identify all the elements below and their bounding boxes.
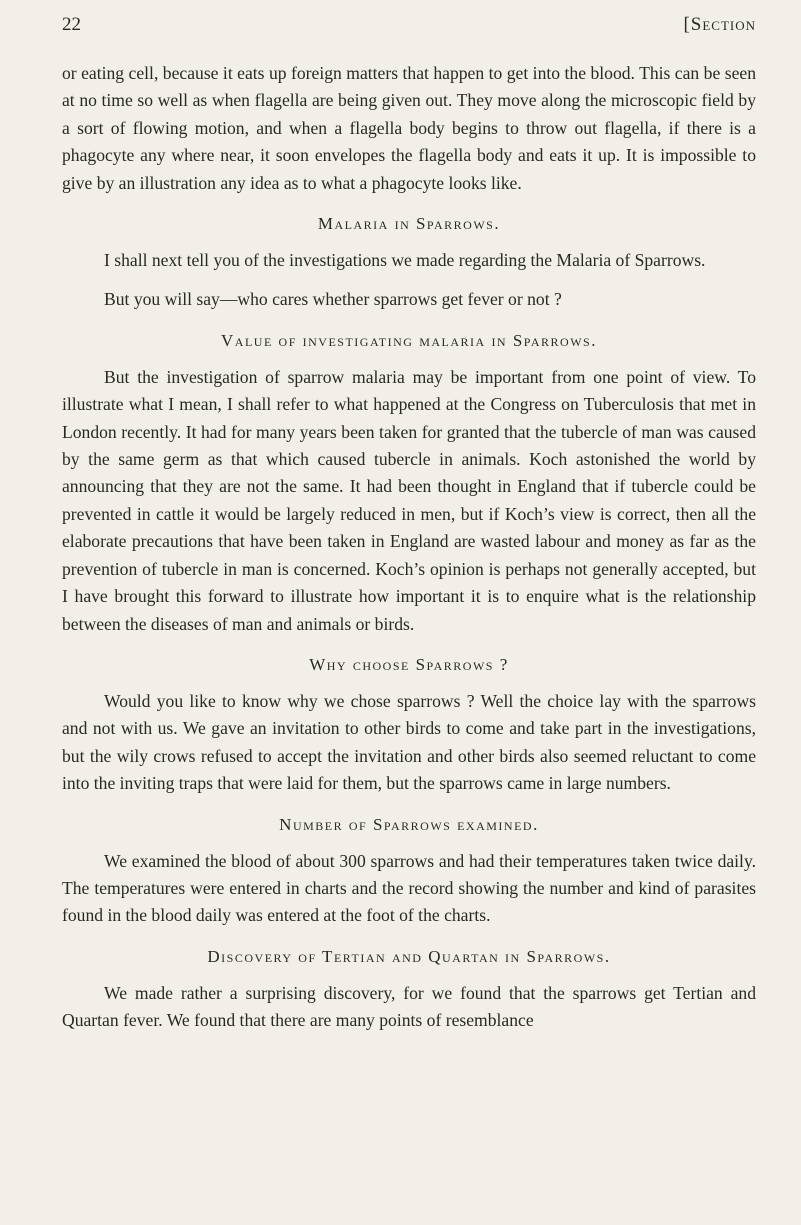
paragraph-investigations: I shall next tell you of the investigations we made regarding the Malaria of Sparrows. <box>104 250 706 271</box>
section-label: [Section <box>683 14 756 35</box>
paragraph-tuberculosis: But the investigation of sparrow malaria may be important from one point of view. To illustrate what I mean, I shall refer to what happened at the Congress on Tuberculosis that met in London recently. It had for many years been taken for granted that the tubercle of man was caused by the same germ as that which caused tubercle in animals. Koch astonished the world by announcing that they are not the same. It had been thought in England that if tubercle could be prevented in cattle it would be largely reduced in men, but if Koch’s view is correct, then all the elaborate precautions that have been taken in England are wasted labour and money as far as the prevention of tubercle in man is concerned. Koch’s opinion is perhaps not generally accepted, but I have brought this forward to illustrate how important it is to enquire what is the relationship between the diseases of man and animals or birds. <box>62 366 756 634</box>
paragraph-who-cares: But you will say—who cares whether sparrows get fever or not ? <box>104 289 562 310</box>
heading-discovery: Discovery of Tertian and Quartan in Sparrows. <box>207 946 611 966</box>
heading-why-choose-sparrows: Why choose Sparrows ? <box>309 654 509 674</box>
paragraph-choice: Would you like to know why we chose sparrows ? Well the choice lay with the sparrows and not with us. We gave an invitation to other birds to come and take part in the investigations, but the wily crows refused to accept the invitation and other birds also seemed reluctant to come into the inviting traps that were laid for them, but the sparrows came in large numbers. <box>62 690 756 794</box>
paragraph-blood-examined: We examined the blood of about 300 sparrows and had their temperatures taken twice daily. The temperatures were entered in charts and the record showing the number and kind of parasites found in the blood daily was entered at the foot of the charts. <box>62 850 756 926</box>
page-body <box>62 60 756 1035</box>
running-header <box>62 14 756 38</box>
paragraph-discovery: We made rather a surprising discovery, for we found that the sparrows get Tertian and Quartan fever. We found that there are many points of resemblance <box>62 982 756 1031</box>
heading-value-of-investigating: Value of investigating malaria in Sparrows. <box>221 330 597 350</box>
heading-number-examined: Number of Sparrows examined. <box>279 814 539 834</box>
heading-malaria-in-sparrows: Malaria in Sparrows. <box>317 214 501 234</box>
paragraph-phagocyte: or eating cell, because it eats up foreign matters that happen to get into the blood. This can be seen at no time so well as when flagella are being given out. They move along the microscopic field by a sort of flowing motion, and when a flagella body begins to throw out flagella, if there is a phagocyte any where near, it soon envelopes the flagella body and eats it up. It is impossible to give by an illustration any idea as to what a phagocyte looks like. <box>62 63 756 193</box>
page-number: 22 <box>62 14 81 35</box>
